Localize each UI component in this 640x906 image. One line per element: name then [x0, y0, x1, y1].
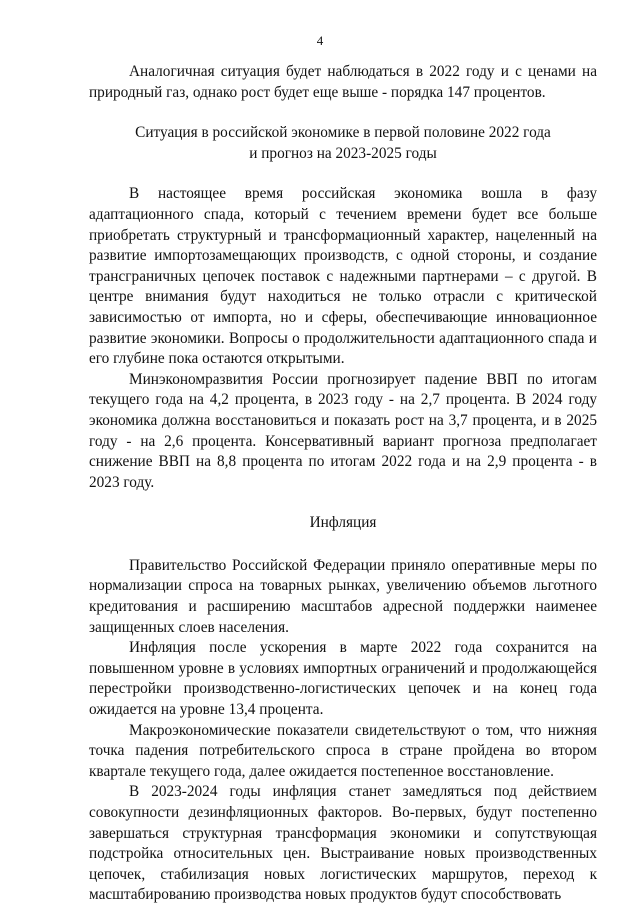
page-number: 4: [316, 33, 324, 48]
paragraph-macro-indicators: Макроэкономические показатели свидетельствуют о том, что нижняя точка падения потребительского спроса в стране пройдена во втором квартале текущего года, далее ожидается постепенное восстановление.: [89, 721, 597, 780]
paragraph-inflation-acceleration: Инфляция после ускорения в марте 2022 года сохранится на повышенном уровне в условиях импортных ограничений и продолжающейся перестройки производственно-логистических цепочек и на конец года ожидается на уровне 13,4 процента.: [89, 639, 597, 719]
document-body: [89, 62, 597, 906]
section-title-economy-line1: Ситуация в российской экономике в первой половине 2022 года: [135, 124, 551, 142]
paragraph-gdp-forecast: Минэкономразвития России прогнозирует падение ВВП по итогам текущего года на 4,2 процента, в 2023 году - на 2,7 процента. В 2024 году экономика должна восстановиться и показать рост на 3,7 процента, и в 2025 году - на 2,6 процента. Консервативный вариант прогноза предполагает снижение ВВП на 8,8 процента по итогам 2022 года и на 2,9 процента - в 2023 году.: [89, 370, 597, 491]
intro-paragraph: Аналогичная ситуация будет наблюдаться в 2022 году и с ценами на природный газ, однако рост будет еще выше - порядка 147 процентов.: [89, 63, 597, 101]
section-title-economy-line2: и прогноз на 2023-2025 годы: [249, 144, 437, 162]
section-title-inflation: Инфляция: [309, 514, 377, 532]
paragraph-government-measures: Правительство Российской Федерации приняло оперативные меры по нормализации спроса на товарных рынках, увеличению объемов льготного кредитования и расширению масштабов адресной поддержки наименее защищенных слоев населения.: [89, 556, 597, 636]
section-title-economy: [89, 123, 597, 164]
paragraph-adaptation: В настоящее время российская экономика вошла в фазу адаптационного спада, который с течением времени будет все больше приобретать структурный и трансформационный характер, нацеленный на развитие импортозамещающих производств, с одной стороны, и создание трансграничных цепочек поставок с надежными партнерами – с другой. В центре внимания будут находиться не только отрасли с критической зависимостью от импорта, но и сферы, обеспечивающие инновационное развитие экономики. Вопросы о продолжительности адаптационного спада и его глубине пока остаются открытыми.: [89, 185, 597, 368]
paragraph-disinflation: В 2023-2024 годы инфляция станет замедляться под действием совокупности дезинфляционных факторов. Во-первых, будут постепенно завершаться структурная трансформация экономики и сопутствующая подстройка относительных цен. Выстраивание новых производственных цепочек, стабилизация новых логистических маршрутов, переход к масштабированию производства новых продуктов будут способствовать: [89, 783, 597, 904]
